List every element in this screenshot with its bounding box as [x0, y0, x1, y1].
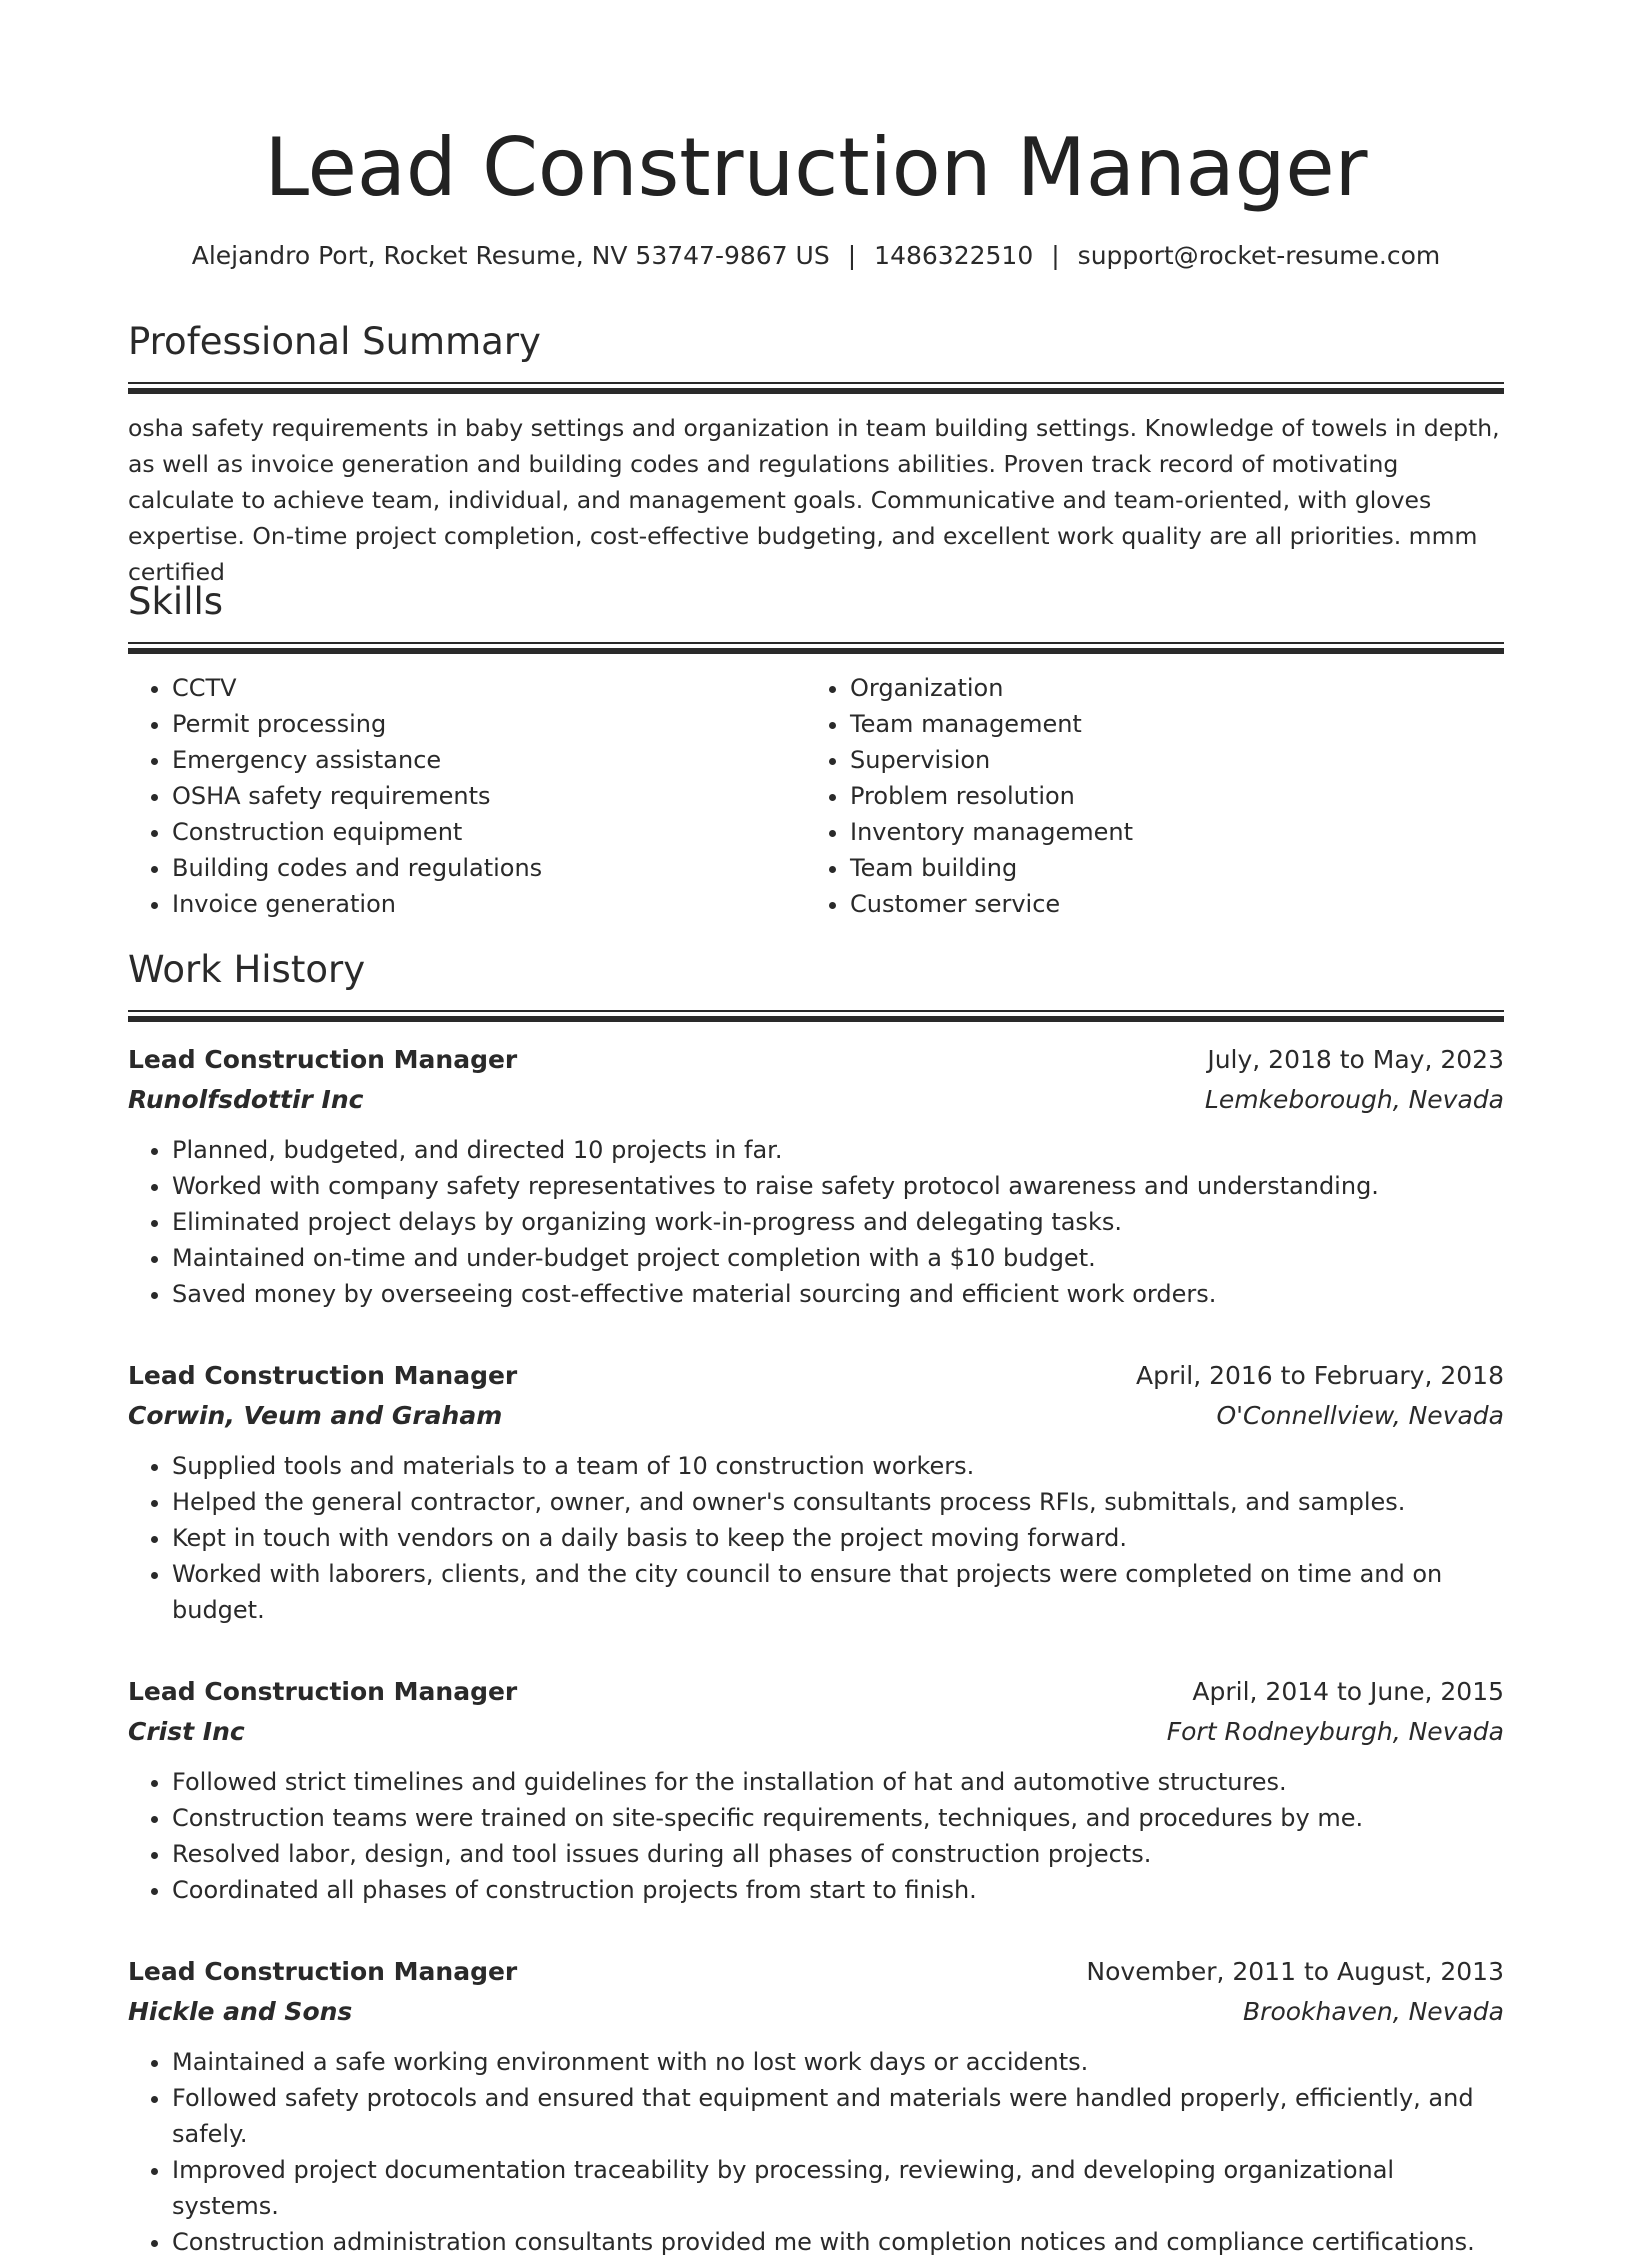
work-history-section — [128, 946, 1504, 2260]
skill-item: • Invoice generation — [172, 886, 806, 922]
job-entry — [128, 1672, 1504, 1908]
job-bullet: • Followed strict timelines and guidelines for the installation of hat and automotive structures. — [172, 1764, 1504, 1800]
skill-item: • Building codes and regulations — [172, 850, 806, 886]
section-divider — [128, 382, 1504, 394]
contact-line — [128, 238, 1504, 274]
job-location: Lemkeborough, Nevada — [1204, 1085, 1504, 1114]
job-entry — [128, 1952, 1504, 2260]
job-title: Lead Construction Manager — [128, 1957, 518, 1986]
job-bullet: • Improved project documentation traceability by processing, reviewing, and developing organizational systems. — [172, 2152, 1504, 2224]
job-company: Runolfsdottir Inc — [128, 1085, 364, 1114]
contact-separator: | — [1051, 241, 1060, 270]
skill-item: • Emergency assistance — [172, 742, 806, 778]
job-bullet: • Maintained on-time and under-budget project completion with a $10 budget. — [172, 1240, 1504, 1276]
summary-section — [128, 318, 1504, 590]
skill-item: • Inventory management — [850, 814, 1484, 850]
job-bullet: • Saved money by overseeing cost-effective material sourcing and efficient work orders. — [172, 1276, 1504, 1312]
job-bullet: • Planned, budgeted, and directed 10 projects in far. — [172, 1132, 1504, 1168]
section-divider — [128, 642, 1504, 654]
skills-columns — [128, 670, 1504, 922]
summary-heading: Professional Summary — [128, 320, 541, 363]
job-bullet: • Worked with laborers, clients, and the city council to ensure that projects were completed on time and on budget. — [172, 1556, 1504, 1628]
job-bullet: • Worked with company safety representatives to raise safety protocol awareness and understanding. — [172, 1168, 1504, 1204]
job-bullet: • Supplied tools and materials to a team of 10 construction workers. — [172, 1448, 1504, 1484]
job-bullet: • Eliminated project delays by organizing work-in-progress and delegating tasks. — [172, 1204, 1504, 1240]
contact-phone: 1486322510 — [874, 241, 1034, 270]
job-company: Crist Inc — [128, 1717, 245, 1746]
job-dates: April, 2014 to June, 2015 — [1192, 1677, 1504, 1706]
skill-item: • Team management — [850, 706, 1484, 742]
skill-item: • OSHA safety requirements — [172, 778, 806, 814]
job-bullet: • Construction administration consultants provided me with completion notices and compliance certifications. — [172, 2224, 1504, 2260]
job-location: O'Connellview, Nevada — [1216, 1401, 1504, 1430]
job-bullet: • Resolved labor, design, and tool issues during all phases of construction projects. — [172, 1836, 1504, 1872]
contact-separator: | — [847, 241, 857, 270]
skill-item: • Supervision — [850, 742, 1484, 778]
skill-item: • Customer service — [850, 886, 1484, 922]
job-title: Lead Construction Manager — [128, 1677, 518, 1706]
skills-column-left — [128, 670, 806, 922]
job-company: Hickle and Sons — [128, 1997, 353, 2026]
job-title: Lead Construction Manager — [128, 1361, 518, 1390]
job-company: Corwin, Veum and Graham — [128, 1401, 503, 1430]
job-entry — [128, 1040, 1504, 1312]
skill-item: • Problem resolution — [850, 778, 1484, 814]
job-bullet: • Kept in touch with vendors on a daily basis to keep the project moving forward. — [172, 1520, 1504, 1556]
skills-heading: Skills — [128, 580, 224, 623]
job-bullet: • Maintained a safe working environment with no lost work days or accidents. — [172, 2044, 1504, 2080]
skill-item: • Team building — [850, 850, 1484, 886]
job-dates: April, 2016 to February, 2018 — [1136, 1361, 1504, 1390]
job-bullet: • Construction teams were trained on site-specific requirements, techniques, and procedures by me. — [172, 1800, 1504, 1836]
job-dates: July, 2018 to May, 2023 — [1207, 1045, 1504, 1074]
job-title: Lead Construction Manager — [128, 1045, 518, 1074]
skills-column-right — [806, 670, 1484, 922]
resume-name: Lead Construction Manager — [264, 121, 1368, 214]
contact-email: support@rocket-resume.com — [1077, 241, 1441, 270]
job-location: Brookhaven, Nevada — [1243, 1997, 1504, 2026]
skill-item: • Construction equipment — [172, 814, 806, 850]
skill-item: • Permit processing — [172, 706, 806, 742]
job-dates: November, 2011 to August, 2013 — [1086, 1957, 1504, 1986]
contact-address: Alejandro Port, Rocket Resume, NV 53747-9867 US — [191, 241, 830, 270]
job-entry — [128, 1356, 1504, 1628]
work-history-heading: Work History — [128, 948, 366, 991]
skills-section — [128, 578, 1504, 922]
section-divider — [128, 1010, 1504, 1022]
job-bullet: • Followed safety protocols and ensured that equipment and materials were handled properly, efficiently, and safely. — [172, 2080, 1504, 2152]
summary-text: osha safety requirements in baby settings and organization in team building settings. Knowledge of towels in depth, as well as invoice generation and building codes and regulations abilities. Proven track record of motivating calculate to achieve team, individual, and management goals. Communicative and team-oriented, with gloves expertise. On-time project completion, cost-effective budgeting, and excellent work quality are all priorities. mmm certified — [128, 414, 1500, 586]
job-location: Fort Rodneyburgh, Nevada — [1166, 1717, 1504, 1746]
skill-item: • CCTV — [172, 670, 806, 706]
skill-item: • Organization — [850, 670, 1484, 706]
job-bullet: • Helped the general contractor, owner, and owner's consultants process RFIs, submittals, and samples. — [172, 1484, 1504, 1520]
job-bullet: • Coordinated all phases of construction projects from start to finish. — [172, 1872, 1504, 1908]
